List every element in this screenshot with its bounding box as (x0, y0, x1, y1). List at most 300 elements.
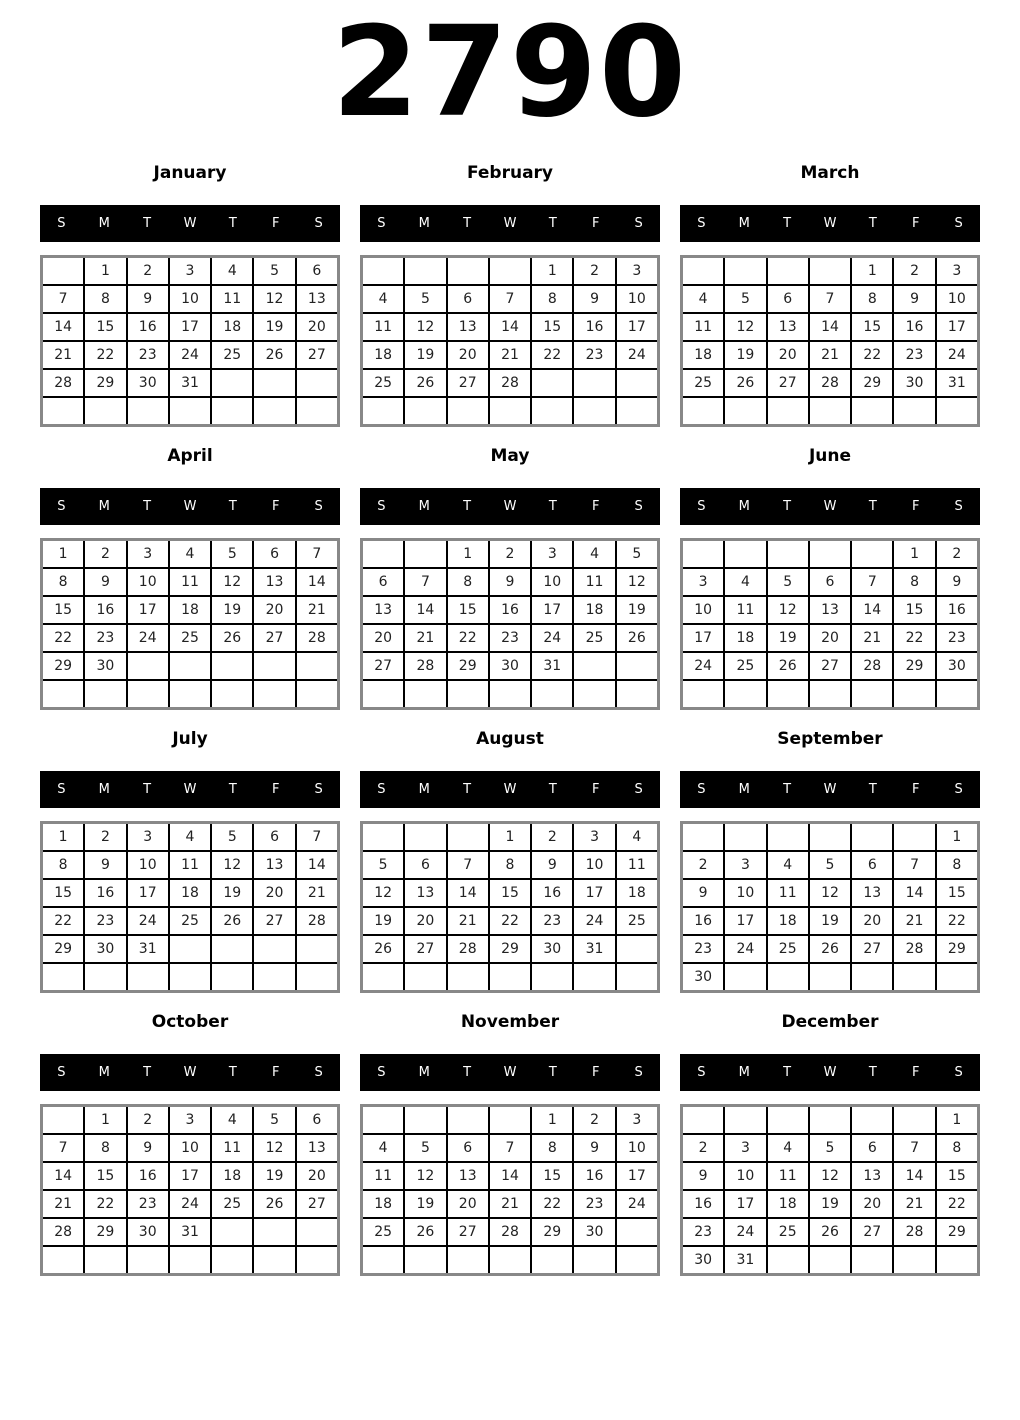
weekday-label: W (823, 499, 837, 514)
date-cell: 25 (363, 370, 403, 396)
date-cell: 12 (212, 852, 252, 878)
month-may (360, 445, 660, 710)
date-cell-empty (212, 964, 252, 990)
date-cell-empty (128, 964, 168, 990)
date-cell-empty (937, 681, 977, 707)
weekday-label: M (418, 782, 430, 797)
weekday-label: S (634, 216, 643, 231)
date-cell: 18 (212, 314, 252, 340)
date-cell: 5 (254, 258, 294, 284)
date-cell: 21 (490, 1191, 530, 1217)
date-cell: 17 (617, 1163, 657, 1189)
weekday-label: M (418, 1065, 430, 1080)
date-cell: 28 (297, 625, 337, 651)
date-cell: 19 (254, 1163, 294, 1189)
date-cell-empty (617, 1219, 657, 1245)
date-cell-empty (128, 398, 168, 424)
weekday-label: M (738, 499, 750, 514)
date-cell: 24 (532, 625, 572, 651)
date-cell: 31 (937, 370, 977, 396)
date-cell: 24 (170, 342, 210, 368)
date-cell: 12 (768, 597, 808, 623)
date-cell-empty (617, 964, 657, 990)
date-cell-empty (490, 398, 530, 424)
date-cell: 4 (617, 824, 657, 850)
date-cell: 14 (43, 314, 83, 340)
date-cell: 10 (617, 286, 657, 312)
date-cell: 4 (574, 541, 614, 567)
weekday-label: W (183, 216, 197, 231)
date-cell-empty (363, 824, 403, 850)
date-cell: 11 (170, 852, 210, 878)
date-cell: 2 (683, 852, 723, 878)
weekday-label: S (57, 216, 66, 231)
date-cell-empty (683, 824, 723, 850)
date-cell: 19 (363, 908, 403, 934)
date-cell: 20 (254, 597, 294, 623)
weekday-label: M (738, 1065, 750, 1080)
weekday-label: S (697, 1065, 706, 1080)
weekday-label: S (57, 1065, 66, 1080)
date-cell: 25 (363, 1219, 403, 1245)
date-cell: 27 (448, 1219, 488, 1245)
date-cell: 11 (170, 569, 210, 595)
date-cell: 23 (490, 625, 530, 651)
weekday-label: F (591, 499, 600, 514)
date-cell-empty (937, 1247, 977, 1273)
date-cell-empty (490, 681, 530, 707)
month-january (40, 162, 340, 427)
date-cell: 18 (725, 625, 765, 651)
weekday-label: T (548, 216, 557, 231)
date-cell: 1 (43, 824, 83, 850)
date-cell: 27 (768, 370, 808, 396)
date-cell-empty (768, 1107, 808, 1133)
weekday-label: S (954, 782, 963, 797)
date-cell: 12 (617, 569, 657, 595)
date-cell: 30 (683, 1247, 723, 1273)
date-cell: 21 (852, 625, 892, 651)
date-cell: 1 (894, 541, 934, 567)
date-cell: 18 (363, 342, 403, 368)
date-cell-empty (405, 1247, 445, 1273)
date-cell-empty (297, 681, 337, 707)
date-cell-empty (448, 1247, 488, 1273)
date-cell: 2 (490, 541, 530, 567)
date-cell-empty (810, 681, 850, 707)
date-cell-empty (297, 1219, 337, 1245)
date-cell: 16 (128, 314, 168, 340)
date-cell: 11 (725, 597, 765, 623)
date-cell: 5 (617, 541, 657, 567)
date-cell-empty (212, 936, 252, 962)
date-cell: 23 (937, 625, 977, 651)
date-cell: 16 (85, 880, 125, 906)
date-grid (680, 255, 980, 427)
date-cell-empty (128, 653, 168, 679)
weekday-label: F (591, 216, 600, 231)
date-cell-empty (254, 398, 294, 424)
date-cell: 29 (937, 936, 977, 962)
date-cell: 25 (170, 625, 210, 651)
date-cell: 4 (768, 1135, 808, 1161)
date-cell: 22 (894, 625, 934, 651)
date-cell-empty (574, 653, 614, 679)
date-cell: 17 (574, 880, 614, 906)
weekday-header-row (40, 1054, 340, 1091)
date-cell-empty (170, 936, 210, 962)
date-cell-empty (617, 653, 657, 679)
date-cell: 19 (768, 625, 808, 651)
weekday-header-row (680, 1054, 980, 1091)
date-cell: 17 (170, 314, 210, 340)
date-cell: 20 (852, 1191, 892, 1217)
weekday-label: T (783, 782, 792, 797)
date-cell: 9 (574, 1135, 614, 1161)
weekday-label: F (911, 216, 920, 231)
date-cell: 2 (937, 541, 977, 567)
date-cell: 7 (43, 286, 83, 312)
date-cell: 5 (212, 824, 252, 850)
date-cell: 19 (254, 314, 294, 340)
date-cell-empty (254, 653, 294, 679)
date-cell: 28 (43, 1219, 83, 1245)
date-cell: 9 (683, 1163, 723, 1189)
weekday-header-row (40, 771, 340, 808)
weekday-label: T (143, 216, 152, 231)
date-cell: 9 (894, 286, 934, 312)
weekday-label: S (697, 782, 706, 797)
date-cell: 5 (363, 852, 403, 878)
date-cell: 5 (212, 541, 252, 567)
date-cell: 16 (683, 1191, 723, 1217)
date-cell: 23 (683, 1219, 723, 1245)
date-cell-empty (894, 681, 934, 707)
date-cell: 14 (810, 314, 850, 340)
date-cell: 14 (297, 569, 337, 595)
month-title: April (167, 446, 213, 466)
date-cell: 10 (574, 852, 614, 878)
weekday-label: M (418, 499, 430, 514)
date-cell-empty (810, 964, 850, 990)
date-cell: 29 (85, 370, 125, 396)
date-cell: 16 (574, 1163, 614, 1189)
date-cell: 3 (128, 541, 168, 567)
date-grid (40, 821, 340, 993)
date-cell: 24 (574, 908, 614, 934)
date-cell: 25 (212, 342, 252, 368)
date-cell-empty (43, 1247, 83, 1273)
date-cell-empty (574, 1247, 614, 1273)
date-cell: 31 (170, 370, 210, 396)
month-title: January (153, 163, 227, 183)
date-cell-empty (617, 398, 657, 424)
date-cell: 22 (85, 342, 125, 368)
date-cell: 22 (937, 1191, 977, 1217)
date-cell-empty (768, 258, 808, 284)
weekday-label: S (954, 1065, 963, 1080)
month-title: September (777, 729, 883, 749)
weekday-label: S (314, 216, 323, 231)
weekday-label: T (228, 499, 237, 514)
date-cell-empty (574, 370, 614, 396)
date-cell: 3 (937, 258, 977, 284)
date-cell: 12 (254, 1135, 294, 1161)
date-cell: 15 (852, 314, 892, 340)
date-cell: 30 (574, 1219, 614, 1245)
date-cell-empty (852, 824, 892, 850)
date-cell-empty (617, 370, 657, 396)
date-cell: 22 (490, 908, 530, 934)
date-cell: 23 (574, 1191, 614, 1217)
date-cell: 20 (852, 908, 892, 934)
date-cell: 14 (852, 597, 892, 623)
date-cell: 13 (254, 569, 294, 595)
weekday-label: T (868, 782, 877, 797)
date-cell: 26 (405, 370, 445, 396)
date-cell-empty (448, 258, 488, 284)
month-march (680, 162, 980, 427)
date-cell: 15 (85, 314, 125, 340)
date-cell-empty (574, 681, 614, 707)
date-cell: 2 (574, 258, 614, 284)
date-cell: 16 (490, 597, 530, 623)
date-cell: 23 (85, 625, 125, 651)
weekday-header-row (360, 488, 660, 525)
date-cell: 10 (725, 880, 765, 906)
date-cell: 28 (490, 1219, 530, 1245)
date-cell: 8 (448, 569, 488, 595)
date-cell: 28 (894, 1219, 934, 1245)
date-cell: 19 (725, 342, 765, 368)
date-cell-empty (405, 258, 445, 284)
weekday-label: S (57, 499, 66, 514)
date-cell: 15 (43, 597, 83, 623)
month-february (360, 162, 660, 427)
date-cell: 26 (254, 342, 294, 368)
weekday-label: T (463, 782, 472, 797)
date-cell: 7 (297, 824, 337, 850)
date-cell: 12 (363, 880, 403, 906)
date-cell: 13 (448, 1163, 488, 1189)
date-cell: 2 (894, 258, 934, 284)
date-cell: 26 (810, 1219, 850, 1245)
date-cell-empty (170, 653, 210, 679)
date-cell: 25 (725, 653, 765, 679)
weekday-header-row (680, 488, 980, 525)
date-cell: 26 (363, 936, 403, 962)
weekday-label: S (314, 499, 323, 514)
date-cell: 15 (490, 880, 530, 906)
date-cell: 12 (725, 314, 765, 340)
date-cell: 17 (725, 1191, 765, 1217)
date-cell: 4 (683, 286, 723, 312)
date-cell-empty (617, 1247, 657, 1273)
date-cell: 15 (937, 1163, 977, 1189)
date-cell: 3 (683, 569, 723, 595)
date-grid (680, 538, 980, 710)
date-cell: 28 (448, 936, 488, 962)
date-cell: 7 (810, 286, 850, 312)
month-title: February (466, 163, 554, 183)
date-cell: 5 (810, 1135, 850, 1161)
date-cell: 22 (43, 625, 83, 651)
weekday-label: T (868, 499, 877, 514)
date-cell-empty (405, 1107, 445, 1133)
date-cell: 28 (852, 653, 892, 679)
date-cell: 29 (852, 370, 892, 396)
months-grid (0, 162, 1020, 1276)
date-cell: 20 (254, 880, 294, 906)
date-cell: 5 (405, 1135, 445, 1161)
date-cell: 26 (768, 653, 808, 679)
date-cell: 9 (683, 880, 723, 906)
date-cell: 21 (490, 342, 530, 368)
date-cell: 7 (852, 569, 892, 595)
date-cell: 7 (894, 1135, 934, 1161)
date-cell: 21 (810, 342, 850, 368)
date-cell-empty (768, 1247, 808, 1273)
date-cell: 27 (852, 1219, 892, 1245)
date-cell-empty (490, 1107, 530, 1133)
date-cell-empty (810, 1247, 850, 1273)
date-cell: 16 (128, 1163, 168, 1189)
date-cell: 8 (43, 569, 83, 595)
date-cell: 11 (683, 314, 723, 340)
date-cell: 10 (725, 1163, 765, 1189)
date-cell: 25 (768, 936, 808, 962)
date-cell: 17 (170, 1163, 210, 1189)
weekday-label: S (314, 1065, 323, 1080)
date-cell: 24 (617, 342, 657, 368)
date-cell: 19 (405, 342, 445, 368)
date-grid (360, 1104, 660, 1276)
date-cell: 27 (363, 653, 403, 679)
date-cell: 16 (683, 908, 723, 934)
date-cell: 17 (128, 880, 168, 906)
date-cell: 5 (405, 286, 445, 312)
date-cell-empty (448, 1107, 488, 1133)
date-cell: 21 (405, 625, 445, 651)
date-cell: 11 (363, 314, 403, 340)
date-cell: 5 (768, 569, 808, 595)
date-cell-empty (254, 1219, 294, 1245)
date-cell: 15 (532, 1163, 572, 1189)
date-cell: 30 (85, 653, 125, 679)
month-title: December (781, 1012, 879, 1032)
weekday-label: M (98, 1065, 110, 1080)
weekday-label: S (377, 216, 386, 231)
date-cell: 8 (894, 569, 934, 595)
date-cell: 11 (617, 852, 657, 878)
date-cell-empty (128, 681, 168, 707)
date-cell: 19 (212, 597, 252, 623)
date-cell: 6 (810, 569, 850, 595)
month-june (680, 445, 980, 710)
date-cell: 8 (85, 1135, 125, 1161)
weekday-label: W (503, 1065, 517, 1080)
weekday-label: M (98, 216, 110, 231)
date-cell: 28 (405, 653, 445, 679)
date-cell: 27 (405, 936, 445, 962)
date-cell-empty (532, 1247, 572, 1273)
weekday-label: F (911, 1065, 920, 1080)
date-cell: 17 (128, 597, 168, 623)
date-cell: 4 (363, 286, 403, 312)
date-cell-empty (894, 1107, 934, 1133)
date-cell: 26 (725, 370, 765, 396)
date-cell: 3 (170, 1107, 210, 1133)
date-cell: 14 (405, 597, 445, 623)
date-cell: 14 (490, 314, 530, 340)
date-cell-empty (448, 398, 488, 424)
date-cell: 9 (937, 569, 977, 595)
date-cell-empty (894, 1247, 934, 1273)
date-cell-empty (405, 681, 445, 707)
date-cell: 2 (128, 258, 168, 284)
date-cell-empty (490, 258, 530, 284)
date-cell: 14 (448, 880, 488, 906)
date-cell: 23 (574, 342, 614, 368)
date-cell: 30 (894, 370, 934, 396)
date-cell-empty (363, 1247, 403, 1273)
date-cell-empty (937, 964, 977, 990)
weekday-label: W (823, 782, 837, 797)
date-cell: 6 (448, 1135, 488, 1161)
date-cell: 1 (852, 258, 892, 284)
date-cell: 17 (532, 597, 572, 623)
date-cell: 2 (532, 824, 572, 850)
date-cell-empty (852, 398, 892, 424)
date-cell: 1 (85, 258, 125, 284)
date-cell: 23 (128, 342, 168, 368)
date-cell: 3 (725, 852, 765, 878)
weekday-label: T (228, 782, 237, 797)
weekday-label: T (548, 1065, 557, 1080)
date-cell: 2 (128, 1107, 168, 1133)
date-cell: 3 (532, 541, 572, 567)
date-cell: 24 (128, 625, 168, 651)
date-cell-empty (254, 370, 294, 396)
date-cell: 6 (254, 541, 294, 567)
date-cell: 6 (405, 852, 445, 878)
date-cell: 31 (170, 1219, 210, 1245)
date-cell-empty (768, 964, 808, 990)
weekday-label: S (634, 499, 643, 514)
date-cell: 18 (363, 1191, 403, 1217)
date-cell: 11 (363, 1163, 403, 1189)
date-cell: 6 (852, 852, 892, 878)
date-cell: 14 (297, 852, 337, 878)
date-cell-empty (725, 541, 765, 567)
weekday-label: F (591, 782, 600, 797)
date-cell: 11 (574, 569, 614, 595)
date-cell: 11 (768, 880, 808, 906)
date-cell: 17 (617, 314, 657, 340)
date-cell: 13 (297, 1135, 337, 1161)
date-cell: 14 (43, 1163, 83, 1189)
date-cell: 2 (574, 1107, 614, 1133)
date-cell: 26 (254, 1191, 294, 1217)
date-cell-empty (810, 258, 850, 284)
date-cell-empty (725, 398, 765, 424)
date-cell: 6 (254, 824, 294, 850)
date-cell: 29 (85, 1219, 125, 1245)
date-cell-empty (405, 824, 445, 850)
date-cell: 27 (254, 625, 294, 651)
date-cell: 15 (894, 597, 934, 623)
date-cell-empty (85, 1247, 125, 1273)
